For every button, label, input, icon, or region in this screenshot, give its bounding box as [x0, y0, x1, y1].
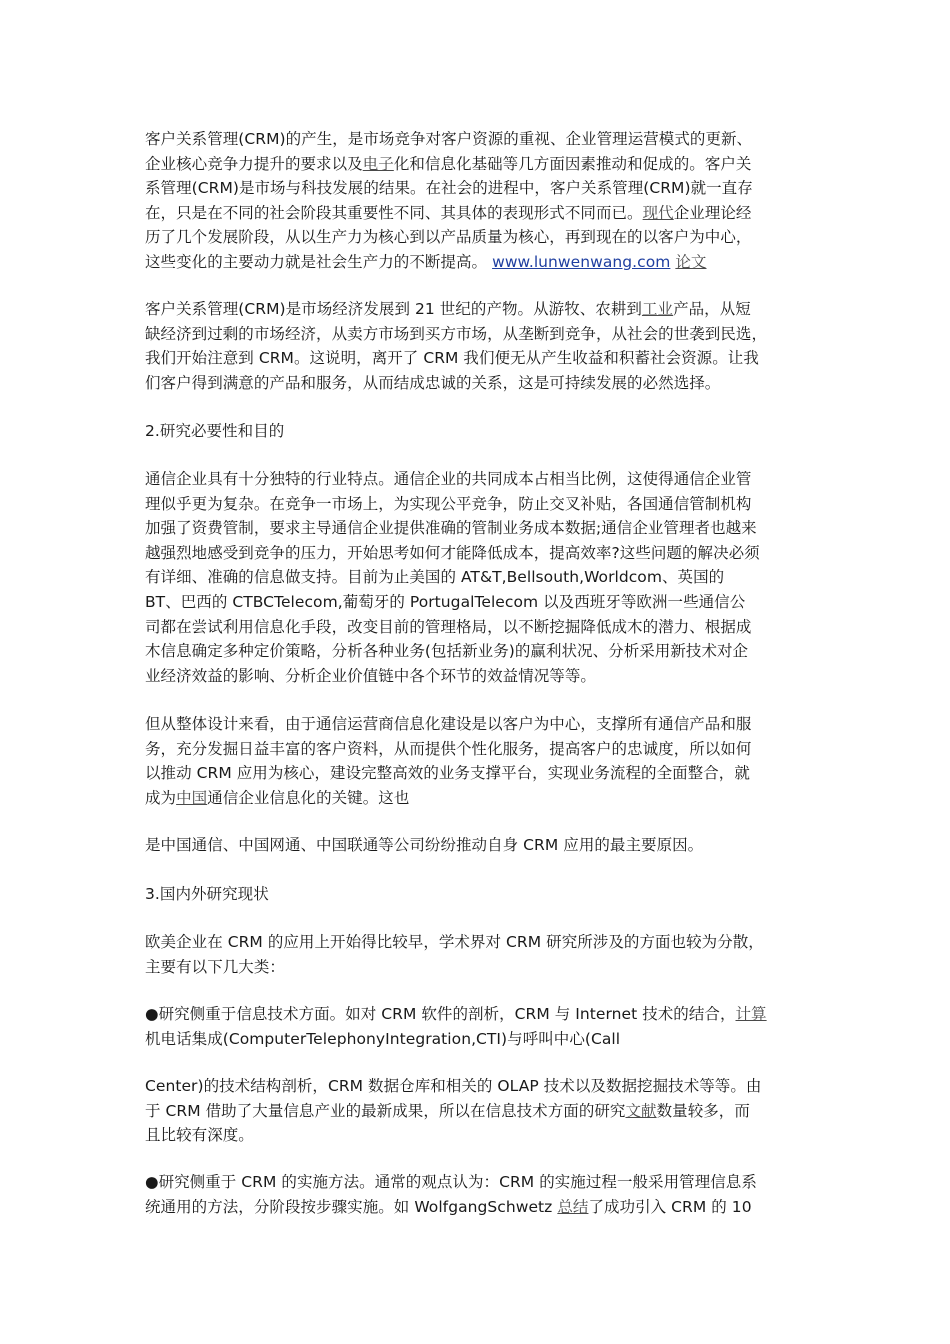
text-line	[145, 639, 810, 664]
text-run: 统通用的方法，分阶段按步骤实施。如 WolfgangSchwetz	[145, 1197, 558, 1216]
text-line	[145, 664, 810, 689]
text-run: 木信息确定多种定价策略，分析各种业务(包括新业务)的赢利状况、分析采用新技术对企	[145, 642, 749, 661]
keyword-link[interactable]: 中国	[176, 788, 208, 807]
paragraph	[145, 712, 810, 810]
text-line	[145, 1123, 810, 1148]
text-run: 这些变化的主要动力就是社会生产力的不断提高。	[145, 252, 493, 271]
text-run: 客户关系管理(CRM)是市场经济发展到 21 世纪的产物。从游牧、农耕到	[145, 300, 642, 318]
text-line	[145, 1027, 810, 1052]
text-run: 通信企业具有十分独特的行业特点。通信企业的共同成本占相当比例，这使得通信企业管	[145, 470, 752, 488]
text-line	[145, 346, 810, 371]
text-run: 司都在尝试利用信息化手段，改变目前的管理格局，以不断挖掘降低成木的潜力、根据成	[145, 617, 752, 636]
paragraph	[145, 930, 810, 979]
text-run: 于 CRM 借助了大量信息产业的最新成果，所以在信息技术方面的研究	[145, 1101, 626, 1120]
text-line	[145, 882, 810, 907]
paragraph	[145, 1170, 810, 1219]
text-run: BT、巴西的 CTBCTelecom,葡萄牙的 PortugalTelecom 以及西班牙等欧洲一些通信公	[145, 592, 746, 611]
text-line	[145, 590, 810, 615]
text-line	[145, 250, 810, 275]
text-run: 们客户得到满意的产品和服务，从而结成忠诚的关系，这是可持续发展的必然选择。	[145, 373, 721, 392]
text-run: 且比较有深度。	[145, 1126, 254, 1145]
text-run: 有详细、准确的信息做支持。目前为止美国的 AT&T,Bellsouth,Worldcom、英国的	[145, 568, 725, 587]
text-line	[145, 565, 810, 590]
text-line	[145, 201, 810, 226]
text-run: ●研究侧重于信息技术方面。如对 CRM 软件的剖析，CRM 与 Internet 技术的结合，	[145, 1005, 736, 1023]
text-run: Center)的技术结构剖析，CRM 数据仓库和相关的 OLAP 技术以及数据挖掘技术等等。由	[145, 1077, 762, 1095]
text-run: 越强烈地感受到竞争的压力，开始思考如何才能降低成本，提高效率?这些问题的解决必须	[145, 543, 760, 562]
text-line	[145, 371, 810, 396]
text-line	[145, 1002, 810, 1027]
text-run: 产品，从短	[673, 300, 751, 318]
paragraph	[145, 1002, 810, 1051]
text-line	[145, 761, 810, 786]
text-run: 加强了资费管制，要求主导通信企业提供准确的管制业务成本数据;通信企业管理者也越来	[145, 519, 757, 538]
text-run: 客户关系管理(CRM)的产生，是市场竞争对客户资源的重视、企业管理运营模式的更新、	[145, 130, 753, 148]
text-line	[145, 712, 810, 737]
paragraph	[145, 1074, 810, 1148]
text-line	[145, 786, 810, 811]
text-line	[145, 152, 810, 177]
section-heading	[145, 419, 810, 444]
text-run: 数量较多，而	[656, 1101, 750, 1120]
keyword-link[interactable]: 工业	[641, 300, 674, 318]
text-line	[145, 322, 810, 347]
text-line	[145, 833, 810, 858]
paragraph	[145, 297, 810, 395]
text-run: 系管理(CRM)是市场与科技发展的结果。在社会的进程中，客户关系管理(CRM)就一直存	[145, 179, 753, 198]
text-line	[145, 737, 810, 762]
paragraph	[145, 833, 810, 858]
text-line	[145, 127, 810, 152]
text-line	[145, 467, 810, 492]
text-run: 业经济效益的影响、分析企业价值链中各个环节的效益情况等等。	[145, 666, 596, 685]
text-run: 企业核心竞争力提升的要求以及	[145, 154, 363, 173]
text-run: 企业理论经	[673, 203, 752, 222]
text-run: 3.国内外研究现状	[145, 885, 269, 903]
text-run: 我们开始注意到 CRM。这说明，离开了 CRM 我们便无从产生收益和积蓄社会资源。让我	[145, 349, 759, 368]
keyword-link[interactable]: 电子	[362, 154, 394, 173]
text-run: 机电话集成(ComputerTelephonyIntegration,CTI)与呼叫中心(Call	[145, 1029, 621, 1048]
keyword-link[interactable]: 现代	[642, 203, 674, 222]
text-run: 务，充分发掘日益丰富的客户资料，从而提供个性化服务，提高客户的忠诚度，所以如何	[145, 739, 752, 758]
section-heading	[145, 882, 810, 907]
text-run: 化和信息化基础等几方面因素推动和促成的。客户关	[393, 154, 752, 173]
keyword-link[interactable]: 总结	[557, 1197, 589, 1216]
keyword-link[interactable]: 论文	[675, 252, 707, 271]
text-run: 在，只是在不同的社会阶段其重要性不同、其具体的表现形式不同而已。	[145, 203, 643, 222]
text-run: 主要有以下几大类：	[145, 957, 285, 976]
text-run: 历了几个发展阶段，从以生产力为核心到以产品质量为核心，再到现在的以客户为中心，	[145, 228, 752, 247]
text-line	[145, 541, 810, 566]
text-line	[145, 1074, 810, 1099]
text-line	[145, 225, 810, 250]
text-run: 了成功引入 CRM 的 10	[588, 1197, 752, 1216]
text-run: 理似乎更为复杂。在竞争一市场上，为实现公平竞争，防止交叉补贴，各国通信管制机构	[145, 494, 752, 513]
keyword-link[interactable]: 计算	[735, 1005, 767, 1023]
text-line	[145, 615, 810, 640]
text-line	[145, 419, 810, 444]
text-line	[145, 1195, 810, 1220]
text-run: 是中国通信、中国网通、中国联通等公司纷纷推动自身 CRM 应用的最主要原因。	[145, 836, 704, 854]
text-line	[145, 297, 810, 322]
text-line	[145, 1099, 810, 1124]
website-link[interactable]: www.lunwenwang.com	[492, 252, 671, 271]
text-run: ●研究侧重于 CRM 的实施方法。通常的观点认为：CRM 的实施过程一般采用管理信息系	[145, 1173, 757, 1191]
text-run: 以推动 CRM 应用为核心，建设完整高效的业务支撑平台，实现业务流程的全面整合，就	[145, 764, 750, 783]
text-run: 但从整体设计来看，由于通信运营商信息化建设是以客户为中心，支撑所有通信产品和服	[145, 715, 752, 733]
text-line	[145, 492, 810, 517]
text-run: 缺经济到过剩的市场经济，从卖方市场到买方市场，从垄断到竞争，从社会的世袭到民选，	[145, 324, 768, 343]
text-line	[145, 1170, 810, 1195]
text-line	[145, 176, 810, 201]
text-line	[145, 930, 810, 955]
text-run: 欧美企业在 CRM 的应用上开始得比较早，学术界对 CRM 研究所涉及的方面也较为分散，	[145, 933, 764, 951]
text-line	[145, 516, 810, 541]
text-run: 通信企业信息化的关键。这也	[207, 788, 410, 807]
keyword-link[interactable]: 文献	[625, 1101, 657, 1120]
text-line	[145, 955, 810, 980]
text-run: 成为	[145, 788, 177, 807]
paragraph	[145, 467, 810, 688]
text-run: 2.研究必要性和目的	[145, 422, 285, 440]
paragraph	[145, 127, 810, 275]
